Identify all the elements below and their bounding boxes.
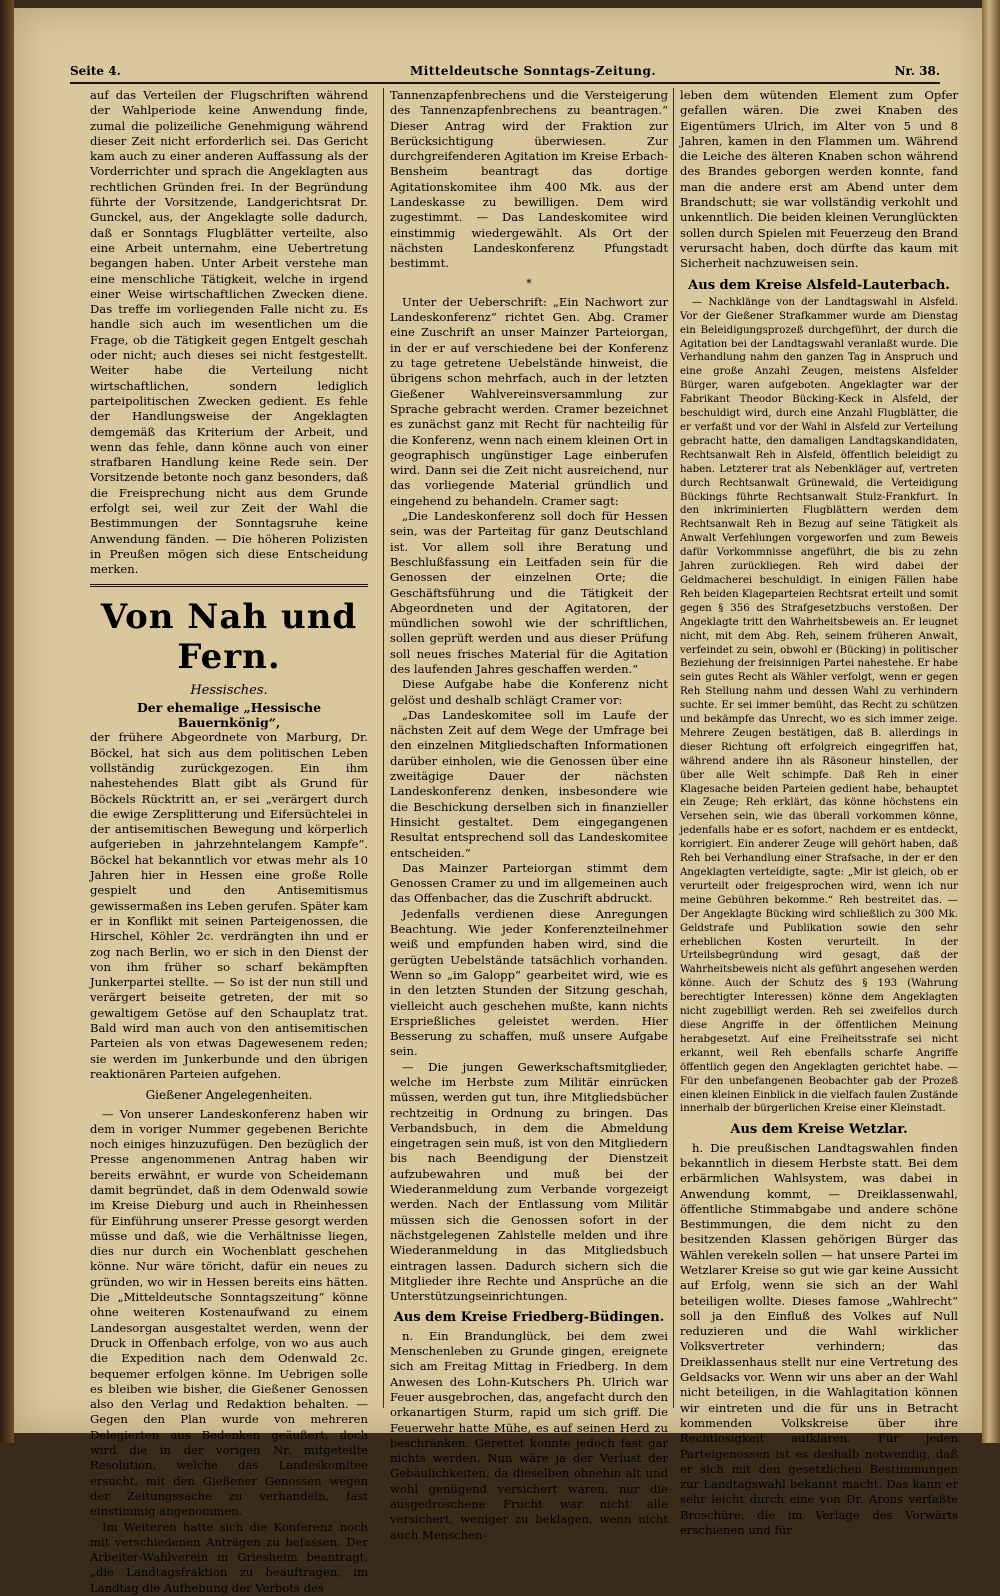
quote-paragraph: „Die Landeskonferenz soll doch für Hessen sein, was der Parteitag für ganz Deutschland ist. Vor allem soll ihre Beratung und Beschlußfassung ein Leitfaden sein für die Genossen der einzelnen Orte; die Geschäftsführung und die Tätigkeit der Abgeordneten und der Agitatoren, der mündlichen sowohl wie der schriftlichen, sollen geprüft werden und aus dieser Prüfung soll neues frisches Material für die Agitation des laufenden Jahres geschaffen werden.“: [390, 509, 668, 676]
article-paragraph: Unter der Ueberschrift: „Ein Nachwort zur Landeskonferenz“ richtet Gen. Abg. Cramer eine Zuschrift an unser Mainzer Parteiorgan, in der er auf verschiedene bei der Konferenz zu tage getretene Uebelstände hinweist, die übrigens schon mehrfach, auch in der letzten Gießener Wahlvereinsversammlung zur Sprache gebracht werden. Cramer bezeichnet es zunächst ganz mit Recht für nachteilig für die Konferenz, wenn nach einem kleinen Ort in geographisch ungünstiger Lage einberufen wird. Dann sei die Zeit nicht ausreichend, nur das vorliegende Material gründlich und eingehend zu behandeln. Cramer sagt:: [390, 294, 668, 508]
article-heading: Aus dem Kreise Wetzlar.: [730, 1122, 908, 1138]
column-divider: [673, 88, 674, 1408]
header-rule: [70, 82, 940, 84]
page-header: [70, 62, 940, 80]
page-left-edge: [0, 0, 14, 1443]
page-binding: [982, 0, 1000, 1443]
section-subhead: Hessisches.: [190, 682, 268, 698]
issue-number: Nr. 38.: [894, 64, 940, 78]
column-1: [90, 88, 368, 1595]
newspaper-title: Mitteldeutsche Sonntags-Zeitung.: [410, 64, 657, 78]
quote-paragraph: „Das Landeskomitee soll im Laufe der nächsten Zeit auf dem Wege der Umfrage bei den einzelnen Mitgliedschaften Informationen darüber einholen, wie die Genossen über eine zweitägige Dauer der nächsten Landeskonferenz denken, insbesondere wie die Beschickung derselben sich in finanzieller Hinsicht gestaltet. Dem eingegangenen Resultat entsprechend soll das Landeskomitee entscheiden.“: [390, 707, 668, 860]
article-paragraph: Diese Aufgabe habe die Konferenz nicht gelöst und deshalb schlägt Cramer vor:: [390, 677, 668, 707]
article-paragraph: — Die jungen Gewerkschaftsmitglieder, welche im Herbste zum Militär einrücken müssen, werden gut tun, ihre Mitgliedsbücher rechtzeitig in Ordnung zu bringen. Das Verbandsbuch, in dem die Abmeldung eingetragen sein muß, ist von den Mitgliedern bis nach Beendigung der Dienstzeit aufzubewahren und muß bei der Wiederanmeldung zum Verbande vorgezeigt werden. Nach der Entlassung vom Militär müssen sich die Genossen sofort in der nächstgelegenen Zahlstelle melden und ihre Wiederanmeldung in das Mitgliedsbuch eintragen lassen. Dadurch sichern sich die Mitglieder ihre Rechte und Ansprüche an die Unterstützungseinrichtungen.: [390, 1059, 668, 1304]
column-3: [680, 88, 958, 1538]
article-heading: Gießener Angelegenheiten.: [145, 1088, 313, 1103]
column-2: [390, 88, 668, 1542]
article-paragraph: Tannenzapfenbrechens und die Versteigerung des Tannenzapfenbrechens zu beantragen.“ Dieser Antrag wird der Fraktion zur Berücksichtigung überwiesen. Zur durchgreifenderen Agitation im Kreise Erbach-Bensheim beantragt das dortige Agitationskomitee ihm 400 Mk. aus der Landeskasse zu bewilligen. Dem wird zugestimmt. — Das Landeskomitee wird einstimmig wiedergewählt. Als Ort der nächsten Landeskonferenz Pfungstadt bestimmt.: [390, 88, 668, 271]
article-paragraph: auf das Verteilen der Flugschriften während der Wahlperiode keine Anwendung finde, zumal die polizeiliche Genehmigung während dieser Zeit nicht erforderlich sei. Das Gericht kam auch zu einer anderen Auffassung als der Vorderrichter und sprach die Angeklagten aus rechtlichen Gründen frei. In der Begründung führte der Vorsitzende, Landgerichtsrat Dr. Gunckel, aus, der Angeklagte solle dadurch, daß er Sonntags Flugblätter verteilte, also eine Arbeit unternahm, eine Uebertretung begangen haben. Unter Arbeit verstehe man eine menschliche Tätigkeit, welche in irgend einer Weise wirtschaftlichen Zwecken diene. Das treffe im vorliegenden Falle nicht zu. Es handle sich auch im wesentlichen um die Frage, ob die Tätigkeit gegen Entgelt geschah oder nicht; auch dieses sei nicht festgestellt. Weiter habe die Verteilung nicht wirtschaftlichen, sondern lediglich parteipolitischen Zwecken gedient. Es fehle der Handlungsweise der Angeklagten demgemäß das Kriterium der Arbeit, und wenn das fehle, dann könne auch von einer strafbaren Handlung keine Rede sein. Der Vorsitzende betonte noch ganz besonders, daß die Freisprechung nicht aus dem Grunde erfolgt sei, weil zur Zeit der Wahl die Bestimmungen der Sonntagsruhe keine Anwendung fänden. — Die höheren Polizisten in Preußen mögen sich diese Entscheidung merken.: [90, 88, 368, 577]
article-paragraph: Das Mainzer Parteiorgan stimmt dem Genossen Cramer zu und im allgemeinen auch das Offenbacher, das die Zuschrift abdruckt.: [390, 860, 668, 906]
article-paragraph: — Von unserer Landeskonferenz haben wir dem in voriger Nummer gegebenen Berichte noch einiges hinzuzufügen. Den bezüglich der Presse angenommenen Antrag haben wir bereits erwähnt, er wurde von Scheidemann damit begründet, daß in dem Odenwald sowie im Kreise Dieburg und auch in Rheinhessen für Einführung unserer Presse gesorgt werden müsse und daß, wie die Verhältnisse liegen, dies nur durch ein Wochenblatt geschehen könne. Nur wäre töricht, dafür ein neues zu gründen, wo wir in Hessen bereits eins hätten. Die „Mitteldeutsche Sonntagszeitung“ könne ohne weiteren Kostenaufwand zu einem Landesorgan ausgestaltet werden, wenn der Druck in Offenbach erfolge, von wo aus auch die Expedition nach dem Odenwald 2c. bequemer erfolgen könne. Im Uebrigen solle es bleiben wie bisher, die Gießener Genossen also den Verlag und Redaktion behalten. — Gegen den Plan wurde von mehreren Delegierten aus Bedenken geäußert, doch wird die in der vorigen Nr. mitgeteilte Resolution, welche das Landeskomitee ersucht, mit den Gießener Genossen wegen der Zeitungssache zu verhandeln, fast einstimmig angenommen.: [90, 1106, 368, 1519]
section-rule: [90, 584, 368, 587]
page-number: Seite 4.: [70, 64, 121, 78]
article-paragraph: leben dem wütenden Element zum Opfer gefallen wären. Die zwei Knaben des Eigentümers Ulrich, im Alter von 5 und 8 Jahren, kamen in den Flammen um. Während die Leiche des älteren Knaben schon während des Brandes geborgen werden konnte, fand man die andere erst am Abend unter dem Brandschutt; sie war vollständig verkohlt und unkenntlich. Die beiden kleinen Verunglückten sollen durch Spielen mit Feuerzeug den Brand verursacht haben, doch dürfte das kaum mit Sicherheit nachzuweisen sein.: [680, 88, 958, 271]
article-paragraph: Im Weiteren hatte sich die Konferenz noch mit verschiedenen Anträgen zu befassen. Der Arbeiter-Wahlverein in Griesheim beantragt, „die Landtagsfraktion zu beauftragen, im Landtag die Aufhebung der Verbots des: [90, 1519, 368, 1595]
article-heading: Aus dem Kreise Friedberg-Büdingen.: [393, 1310, 665, 1326]
article-paragraph: h. Die preußischen Landtagswahlen finden bekanntlich in diesem Herbste statt. Bei dem erbärmlichen Wahlsystem, was dabei in Anwendung kommt, — Dreiklassenwahl, öffentliche Stimmabgabe und andere schöne Bestimmungen, die dem nicht zu den besitzenden Klassen gehörigen Bürger das Wählen verekeln sollen — hat unsere Partei im Wetzlarer Kreise so gut wie gar keine Aussicht auf Erfolg, wenn sie sich an der Wahl beteiligen wollte. Dieses famose „Wahlrecht“ soll ja den Einfluß des Volkes auf Null reduzieren und die Wahl wirklicher Volksvertreter verhindern; das Dreiklassenhaus stellt nur eine Vertretung des Geldsacks vor. Wenn wir uns aber an der Wahl nicht beteiligen, in die Wahlagitation können wir eintreten und die für uns in Betracht kommenden Volkskreise über ihre Rechtlosigkeit aufklären. Für jeden Parteigenossen ist es deshalb notwendig, daß er sich mit den gesetzlichen Bestimmungen zur Landtagswahl bekannt macht. Das kann er sehr leicht durch eine von Dr. Arons verfaßte Broschüre, die im Verlage des Vorwärts erschienen und für: [680, 1140, 958, 1538]
article-paragraph: der frühere Abgeordnete von Marburg, Dr. Böckel, hat sich aus dem politischen Leben vollständig zurückgezogen. Ein ihm nahestehendes Blatt gibt als Grund für Böckels Rücktritt an, er sei „verärgert durch die ewige Zersplitterung und Eifersüchtelei in der antisemitischen Bewegung und körperlich aufgerieben in jahrzehntelangem Kampfe“. Böckel hat bekanntlich vor etwas mehr als 10 Jahren hier in Hessen eine große Rolle gespielt und den Antisemitismus gewissermaßen ins Leben gerufen. Später kam er in Konflikt mit seinen Parteigenossen, die Hirschel, Köhler 2c. verdrängten ihn und er zog nach Berlin, wo er sich in den Dienst der von ihm früher so scharf bekämpften Junkerpartei stellte. — So ist der nun still und verärgert beiseite getreten, der mit so gewaltigem Getöse auf den Schauplatz trat. Bald wird man auch von den antisemitischen Parteien als von etwas Dagewesenem reden; sie werden im Junkerbunde und den übrigen reaktionären Parteien aufgehen.: [90, 730, 368, 1081]
article-paragraph: — Nachklänge von der Landtagswahl in Alsfeld. Vor der Gießener Strafkammer wurde am Dienstag ein Beleidigungsprozeß durchgeführt, der durch die Agitation bei der Landtagswahl veranlaßt wurde. Die Verhandlung nahm den ganzen Tag in Anspruch und eine große Anzahl Zeugen, meistens Alsfelder Bürger, waren aufgeboten. Angeklagter war der Fabrikant Theodor Bücking-Keck in Alsfeld, der beschuldigt wird, durch eine Anzahl Flugblätter, die er verfaßt und vor der Wahl in Alsfeld zur Verteilung gebracht hatte, den damaligen Landtagskandidaten, Rechtsanwalt Reh in Alsfeld, öffentlich beleidigt zu haben. Letzterer trat als Nebenkläger auf, vertreten durch Rechtsanwalt Grünewald, die Verteidigung Bückings führte Rechtsanwalt Stulz-Frankfurt. In den inkriminierten Flugblättern werden dem Rechtsanwalt Reh in Bezug auf seine Tätigkeit als Anwalt Verfehlungen vorgeworfen und zum Beweis dafür Vorkommnisse angeführt, die bis zu zehn Jahren zurückliegen. Reh wird dabei der Geldmacherei beschuldigt. In einigen Fällen habe Reh beiden Klageparteien Rechtsrat erteilt und somit gegen § 356 des Strafgesetzbuchs verstoßen. Der Angeklagte tritt den Wahrheitsbeweis an. Er leugnet nicht, mit dem Abg. Reh, seinem früheren Anwalt, verfeindet zu sein, obwohl er (Bücking) in politischer Beziehung der freisinnigen Partei nahestehe. Er habe sein gutes Recht als Wähler verfolgt, wenn er gegen Reh Stellung nahm und dessen Wahl zu verhindern suchte. Er sei immer bemüht, das Recht zu schützen und bekämpfe das Unrecht, wo es sich immer zeige. Mehrere Zeugen bestätigen, daß B. allerdings in dieser Richtung oft erfolgreich eingegriffen hat, während andere ihn als Räsoneur hinstellen, der über alle Welt schimpfe. Daß Reh in einer Klagesache beiden Parteien gedient habe, behauptet ein Zeuge; Reh erklärt, das könne höchstens ein Versehen sein, wie das überall vorkommen könne, jedenfalls habe er es sofort, nachdem er es entdeckt, korrigiert. Ein anderer Zeuge will gehört haben, daß Reh bei Verhandlung einer Strafsache, in der er den Angeklagten verteidigte, sagte: „Mir ist gleich, ob er verurteilt oder freigesprochen wird, wenn ich nur meine Gebühren bekomme.“ Reh bestreitet das. — Der Angeklagte Bücking wird schließlich zu 300 Mk. Geldstrafe und Publikation sowie den sehr erheblichen Kosten verurteilt. In der Urteilsbegründung wird gesagt, daß der Wahrheitsbeweis nicht als geführt angesehen werden könne. Auch der Schutz des § 193 (Wahrung berechtigter Interessen) könne dem Angeklagten nicht zugebilligt werden. Reh sei zweifellos durch diese Angriffe in der öffentlichen Meinung herabgesetzt. Auf eine Freiheitsstrafe sei nicht erkannt, weil Reh ebenfalls scharfe Angriffe öffentlich gegen den Angeklagten gerichtet habe. — Für den unbefangenen Beobachter gab der Prozeß einen kleinen Einblick in die vielfach faulen Zustände innerhalb der bürgerlichen Kreise einer Kleinstadt.: [680, 296, 958, 1115]
section-title: Von Nah und Fern.: [100, 596, 358, 677]
column-divider: [383, 88, 384, 1408]
article-paragraph: Jedenfalls verdienen diese Anregungen Beachtung. Wie jeder Konferenzteilnehmer weiß und empfunden haben wird, sind die gerügten Uebelstände tatsächlich vorhanden. Wenn so „im Galopp“ gearbeitet wird, wie es in den letzten Stunden der Sitzung geschah, vielleicht auch geschehen mußte, kann nichts Ersprießliches geleistet werden. Hier Besserung zu schaffen, muß unsere Aufgabe sein.: [390, 906, 668, 1059]
separator-star: *: [526, 276, 532, 290]
article-paragraph: n. Ein Brandunglück, bei dem zwei Menschenleben zu Grunde gingen, ereignete sich am Freitag Mittag in Friedberg. In dem Anwesen des Lohn-Kutschers Ph. Ulrich war Feuer ausgebrochen, das, angefacht durch den orkanartigen Sturm, rapid um sich griff. Die Feuerwehr hatte Mühe, es auf seinen Herd zu beschränken. Gerettet konnte jedoch fast gar nichts werden. Nun wäre ja der Verlust der Gebäulichkeiten, da dieselben ohnehin alt und wohl genügend versichert waren, nur die ausgedroschene Frucht war nicht alle versichert, weniger zu beklagen, wenn nicht auch Menschen-: [390, 1328, 668, 1542]
article-title: Der ehemalige „Hessische Bauernkönig“,: [136, 699, 322, 731]
article-heading: Aus dem Kreise Alsfeld-Lauterbach.: [688, 277, 950, 293]
